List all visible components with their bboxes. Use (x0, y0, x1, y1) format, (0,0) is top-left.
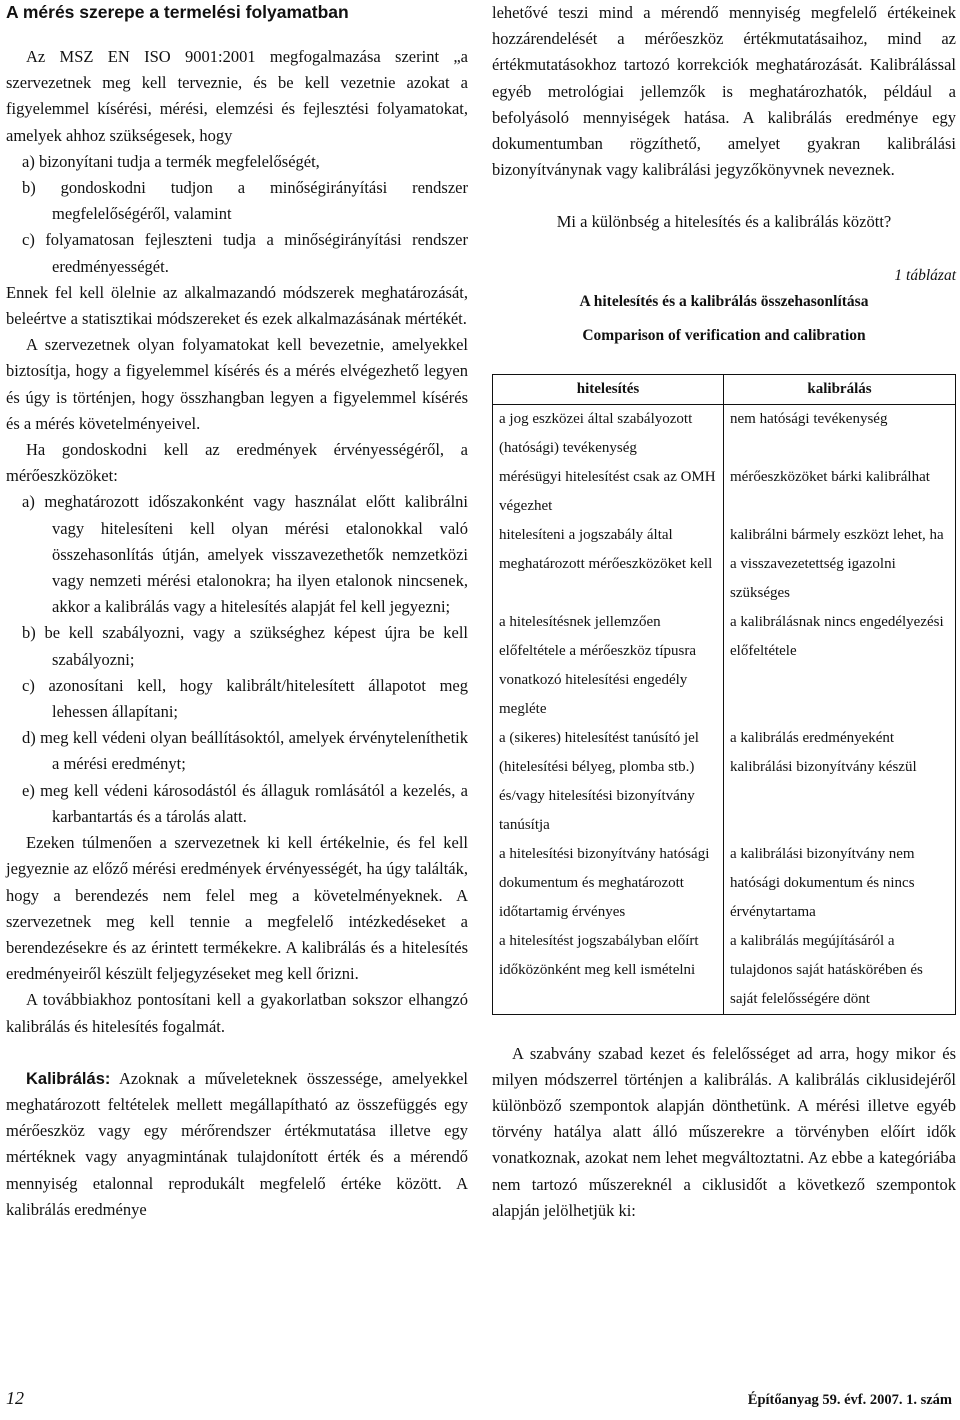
table-cell: a jog eszközei által szabályozott (hatósági) tevékenység (499, 410, 693, 456)
definition-paragraph (6, 1066, 468, 1223)
left-column (6, 0, 468, 1223)
table-cell: a hitelesítést jogszabályban előírt időközönként meg kell ismételni (499, 932, 699, 978)
table-row (493, 840, 956, 927)
question-heading: Mi a különbség a hitelesítés és a kalibrálás között? (556, 212, 892, 232)
list-item: c) folyamatosan fejleszteni tudja a minőségirányítási rendszer eredményességét. (22, 230, 468, 276)
spacer (6, 1040, 468, 1066)
comparison-table (492, 374, 956, 1015)
list-item: a) meghatározott időszakonként vagy használat előtt kalibrálni vagy hitelesíteni kell olyan mérési etalonokkal való összehasonlítás útján, amelyek visszavezethetők nemzetközi vagy nemzeti mérési etalonokra; ha ilyen etalonok nincsenek, akkor a kalibrálás vagy a hitelesítés alapját fel kell jegyezni; (22, 492, 468, 617)
table-header-row (493, 374, 956, 404)
table-cell: a hitelesítési bizonyítvány hatósági dokumentum és meghatározott időtartamig érvényes (499, 845, 710, 920)
definition-term: Kalibrálás: (26, 1069, 111, 1088)
list-item: b) gondoskodni tudjon a minőségirányítási rendszer megfelelőségéről, valamint (22, 178, 468, 224)
paragraph: Ennek fel kell ölelnie az alkalmazandó módszerek meghatározását, beleértve a statisztikai módszereket és ezek alkalmazásának mértékét. (6, 282, 468, 329)
paragraph: lehetővé teszi mind a mérendő mennyiség megfelelő értékeinek hozzárendelését a mérőeszköz értékmutatásaihoz, mind az értékmutatásokhoz tartozó korrekciók meghatározását. Kalibrálással egyéb metrológiai jellemzők is meghatározhatók, például a befolyásoló mennyiségek hatása. A kalibrálás eredménye egy dokumentumban rögzíthető, amelyet gyakran kalibrálási bizonyítványnak vagy kalibrálási jegyzőkönyvnek neveznek. (492, 3, 956, 180)
list-item: d) meg kell védeni olyan beállításoktól, amelyek érvényteleníthetik a mérési eredményt; (22, 728, 468, 774)
table-title: A hitelesítés és a kalibrálás összehasonlítása (579, 292, 869, 310)
table-cell: a kalibrálásnak nincs engedélyezési előfeltétele (724, 608, 956, 724)
table-cell: a hitelesítésnek jellemzően előfeltétele a mérőeszköz típusra vonatkozó hitelesítési engedély megléte (499, 613, 696, 717)
table-title-en: Comparison of verification and calibration (582, 326, 866, 344)
paragraph: A továbbiakhoz pontosítani kell a gyakorlatban sokszor elhangzó kalibrálás és hitelesítés fogalmát. (6, 990, 468, 1036)
table-cell: a kalibrálás megújításáról a tulajdonos saját hatáskörében és saját felelősségére dönt (724, 927, 956, 1015)
table-cell: a kalibrálás eredményeként kalibrálási bizonyítvány készül (724, 724, 956, 840)
section-title: A mérés szerepe a termelési folyamatban (6, 2, 349, 22)
table-cell: hitelesíteni a jogszabály által meghatározott mérőeszközöket kell (499, 526, 713, 572)
list-item: e) meg kell védeni károsodástól és állaguk romlásától a kezelés, a karbantartás és a tárolás alatt. (22, 780, 468, 826)
right-column (492, 0, 956, 1224)
paragraph: A szabvány szabad kezet és felelősséget ad arra, hogy mikor és milyen módszerrel történjen a kalibrálás. A kalibrálás ciklusidejéről különböző szempontok alapján dönthetünk. A mérési illetve egyéb törvény hatálya alatt álló műszerekre a törvényben előírt idők vonatkoznak, azokat nem lehet megváltoztatni. Az ebbe a kategóriába nem tartozó műszereknél a ciklusidőt a következő szempontok alapján jelölhetjük ki: (492, 1043, 956, 1220)
table-cell: a kalibrálási bizonyítvány nem hatósági dokumentum és nincs érvénytartama (724, 840, 956, 927)
table-cell: kalibrálni bármely eszközt lehet, ha a visszavezetettség igazolni szükséges (724, 521, 956, 608)
table-cell: mérésügyi hitelesítést csak az OMH végezhet (499, 468, 716, 514)
table-cell: mérőeszközöket bárki kalibrálhat (724, 463, 956, 521)
journal-footer: Építőanyag 59. évf. 2007. 1. szám (747, 1392, 952, 1408)
list-item: a) bizonyítani tudja a termék megfelelőségét, (22, 151, 320, 171)
page-number: 12 (6, 1388, 24, 1408)
table-label: 1 táblázat (894, 266, 956, 284)
table-row (493, 608, 956, 724)
table-row (493, 521, 956, 608)
table-row (493, 927, 956, 1015)
table-row (493, 404, 956, 463)
definition-text: Azoknak a műveleteknek összessége, amelyekkel meghatározott feltételek mellett megállapítható az összefüggés egy mérőeszköz vagy egy mérőrendszer értékmutatása illetve egy mértéknek vagy anyagmintának tulajdonított érték és a mérendő mennyiség etalonnal reprodukált megfelelő értéke között. A kalibrálás eredménye (6, 1068, 468, 1219)
column-header: kalibrálás (724, 374, 956, 404)
table-cell: a (sikeres) hitelesítést tanúsító jel (hitelesítési bélyeg, plomba stb.) és/vagy hitelesítési bizonyítvány tanúsítja (499, 729, 699, 833)
column-header: hitelesítés (493, 374, 724, 404)
paragraph: Ha gondoskodni kell az eredmények érvényességéről, a mérőeszközöket: (6, 440, 468, 486)
paragraph: A szervezetnek olyan folyamatokat kell bevezetnie, amelyekkel biztosítja, hogy a figyelemmel kísérés és a mérés elvégezhető legyen és úgy is történjen, hogy összhangban legyen a figyelemmel kísérés és a mérés követelményeivel. (6, 335, 468, 433)
paragraph: Ezeken túlmenően a szervezetnek ki kell értékelnie, és fel kell jegyeznie az előző mérési eredmények érvényességét, ha úgy találták, hogy a berendezés nem felel meg a követelményeknek. A szervezetnek meg kell tennie a megfelelő intézkedéseket a berendezésekre és az érintett termékekre. A kalibrálás és a hitelesítés eredményeiről készült feljegyzéseket meg kell őrizni. (6, 833, 468, 984)
paragraph: Az MSZ EN ISO 9001:2001 megfogalmazása szerint „a szervezetnek meg kell terveznie, és be kell vezetnie azokat a figyelemmel kísérési, mérési, elemzési és fejlesztési folyamatokat, amelyek ahhoz szükségesek, hogy (6, 47, 468, 145)
list-item: c) azonosítani kell, hogy kalibrált/hitelesített állapotot meg lehessen állapítani; (22, 675, 468, 722)
table-row (493, 463, 956, 521)
table-cell: nem hatósági tevékenység (724, 404, 956, 463)
table-row (493, 724, 956, 840)
list-item: b) be kell szabályozni, vagy a szükséghez képest újra be kell szabályozni; (22, 623, 468, 669)
